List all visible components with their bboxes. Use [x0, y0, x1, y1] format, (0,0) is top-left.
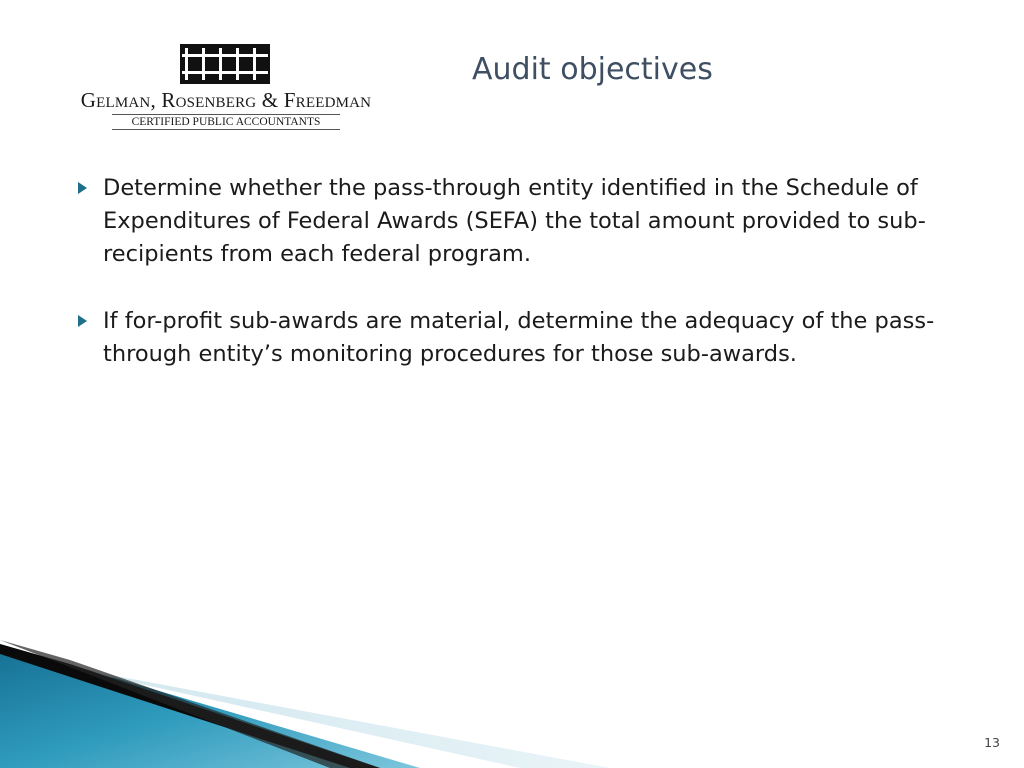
bullet-item: [76, 172, 976, 271]
bullet-item: [76, 305, 976, 371]
bullet-text: If for-profit sub-awards are material, determine the adequacy of the pass-through entity’s monitoring procedures for those sub-awards.: [103, 308, 935, 367]
company-tagline: CERTIFIED PUBLIC ACCOUNTANTS: [112, 114, 340, 130]
triangle-bullet-icon: [76, 314, 88, 328]
bullet-list: [76, 172, 976, 405]
company-name: Gelman, Rosenberg & Freedman: [80, 88, 372, 112]
bullet-text: Determine whether the pass-through entity identified in the Schedule of Expenditures of Federal Awards (SEFA) the total amount provided to sub-recipients from each federal program.: [103, 175, 926, 267]
company-logo: [68, 44, 384, 134]
decorative-swoosh: [0, 640, 1024, 768]
slide-title: Audit objectives: [472, 52, 713, 87]
page-number: 13: [984, 735, 1000, 750]
triangle-bullet-icon: [76, 181, 88, 195]
abacus-icon: [180, 44, 270, 84]
